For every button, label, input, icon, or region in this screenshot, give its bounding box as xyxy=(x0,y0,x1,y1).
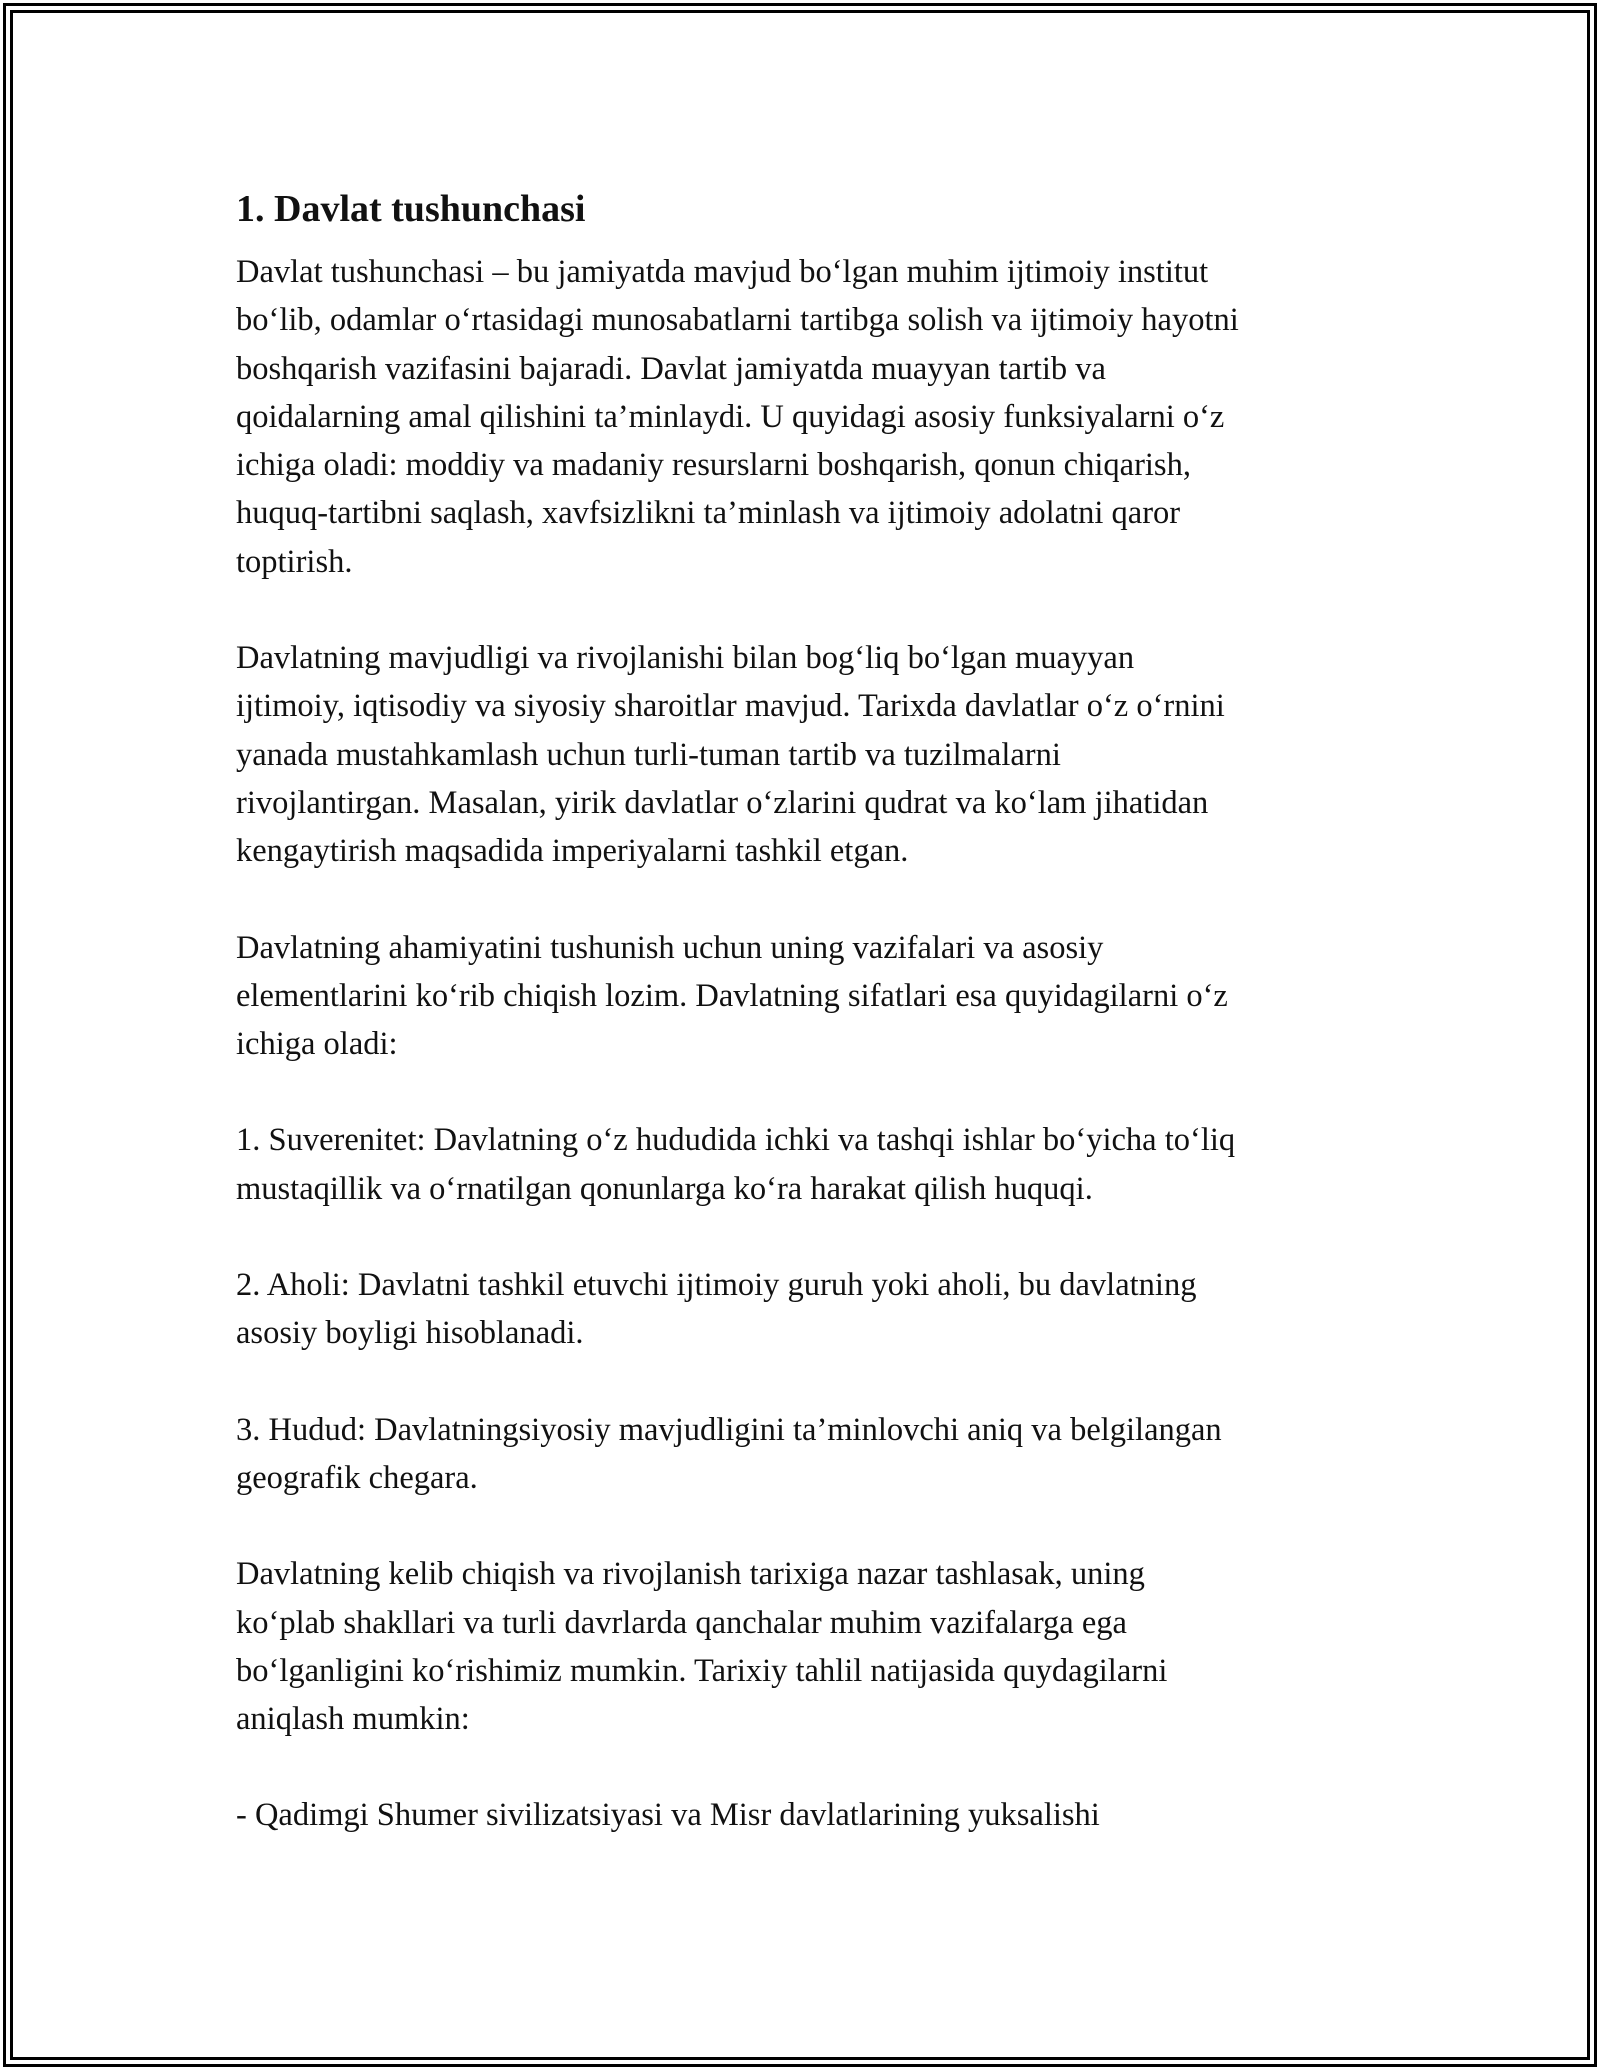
text-line: mustaqillik va o‘rnatilgan qonunlarga ko‘ra harakat qilish huquqi. xyxy=(236,1170,1093,1207)
text-line: ko‘plab shakllari va turli davrlarda qanchalar muhim vazifalarga ega xyxy=(236,1604,1127,1641)
paragraph-importance xyxy=(236,924,1386,1069)
text-line: boshqarish vazifasini bajaradi. Davlat jamiyatda muayyan tartib va xyxy=(236,350,1106,387)
document-body xyxy=(236,185,1386,1888)
text-line: 1. Suverenitet: Davlatning o‘z hududida ichki va tashqi ishlar bo‘yicha to‘liq xyxy=(236,1122,1236,1159)
text-line: ichiga oladi: moddiy va madaniy resurslarni boshqarish, qonun chiqarish, xyxy=(236,447,1191,484)
text-line: 3. Hudud: Davlatningsiyosiy mavjudligini ta’minlovchi aniq va belgilangan xyxy=(236,1411,1222,1448)
bullet-item-sumer-egypt xyxy=(236,1791,1386,1839)
text-line: Davlatning kelib chiqish va rivojlanish tarixiga nazar tashlasak, uning xyxy=(236,1556,1145,1593)
text-line: geografik chegara. xyxy=(236,1459,478,1496)
list-item-territory xyxy=(236,1406,1386,1503)
paragraph-history xyxy=(236,634,1386,875)
text-line: yanada mustahkamlash uchun turli-tuman tartib va tuzilmalarni xyxy=(236,736,1061,773)
list-item-population xyxy=(236,1261,1386,1358)
text-line: bo‘lganligini ko‘rishimiz mumkin. Tarixiy tahlil natijasida quydagilarni xyxy=(236,1652,1168,1689)
text-line: asosiy boyligi hisoblanadi. xyxy=(236,1315,584,1352)
text-line: kengaytirish maqsadida imperiyalarni tashkil etgan. xyxy=(236,833,909,870)
text-line: aniqlash mumkin: xyxy=(236,1701,470,1738)
text-line: qoidalarning amal qilishini ta’minlaydi. U quyidagi asosiy funksiyalarni o‘z xyxy=(236,398,1225,435)
list-item-sovereignty xyxy=(236,1116,1386,1213)
text-line: ichiga oladi: xyxy=(236,1026,398,1063)
text-line: - Qadimgi Shumer sivilizatsiyasi va Misr davlatlarining yuksalishi xyxy=(236,1797,1100,1834)
text-line: ijtimoiy, iqtisodiy va siyosiy sharoitlar mavjud. Tarixda davlatlar o‘z o‘rnini xyxy=(236,688,1225,725)
paragraph-origins xyxy=(236,1550,1386,1743)
text-line: Davlat tushunchasi – bu jamiyatda mavjud bo‘lgan muhim ijtimoiy institut xyxy=(236,254,1209,290)
section-heading: 1. Davlat tushunchasi xyxy=(236,188,586,230)
text-line: Davlatning ahamiyatini tushunish uchun uning vazifalari va asosiy xyxy=(236,929,1104,966)
text-line: huquq-tartibni saqlash, xavfsizlikni ta’minlash va ijtimoiy adolatni qaror xyxy=(236,495,1181,532)
text-line: rivojlantirgan. Masalan, yirik davlatlar o‘zlarini qudrat va ko‘lam jihatidan xyxy=(236,784,1209,821)
text-line: 2. Aholi: Davlatni tashkil etuvchi ijtimoiy guruh yoki aholi, bu davlatning xyxy=(236,1267,1197,1304)
text-line: bo‘lib, odamlar o‘rtasidagi munosabatlarni tartibga solish va ijtimoiy hayotni xyxy=(236,302,1239,339)
text-line: elementlarini ko‘rib chiqish lozim. Davlatning sifatlari esa quyidagilarni o‘z xyxy=(236,977,1228,1014)
text-line: toptirish. xyxy=(236,543,353,580)
paragraph-definition xyxy=(236,248,1386,586)
text-line: Davlatning mavjudligi va rivojlanishi bilan bog‘liq bo‘lgan muayyan xyxy=(236,640,1135,677)
